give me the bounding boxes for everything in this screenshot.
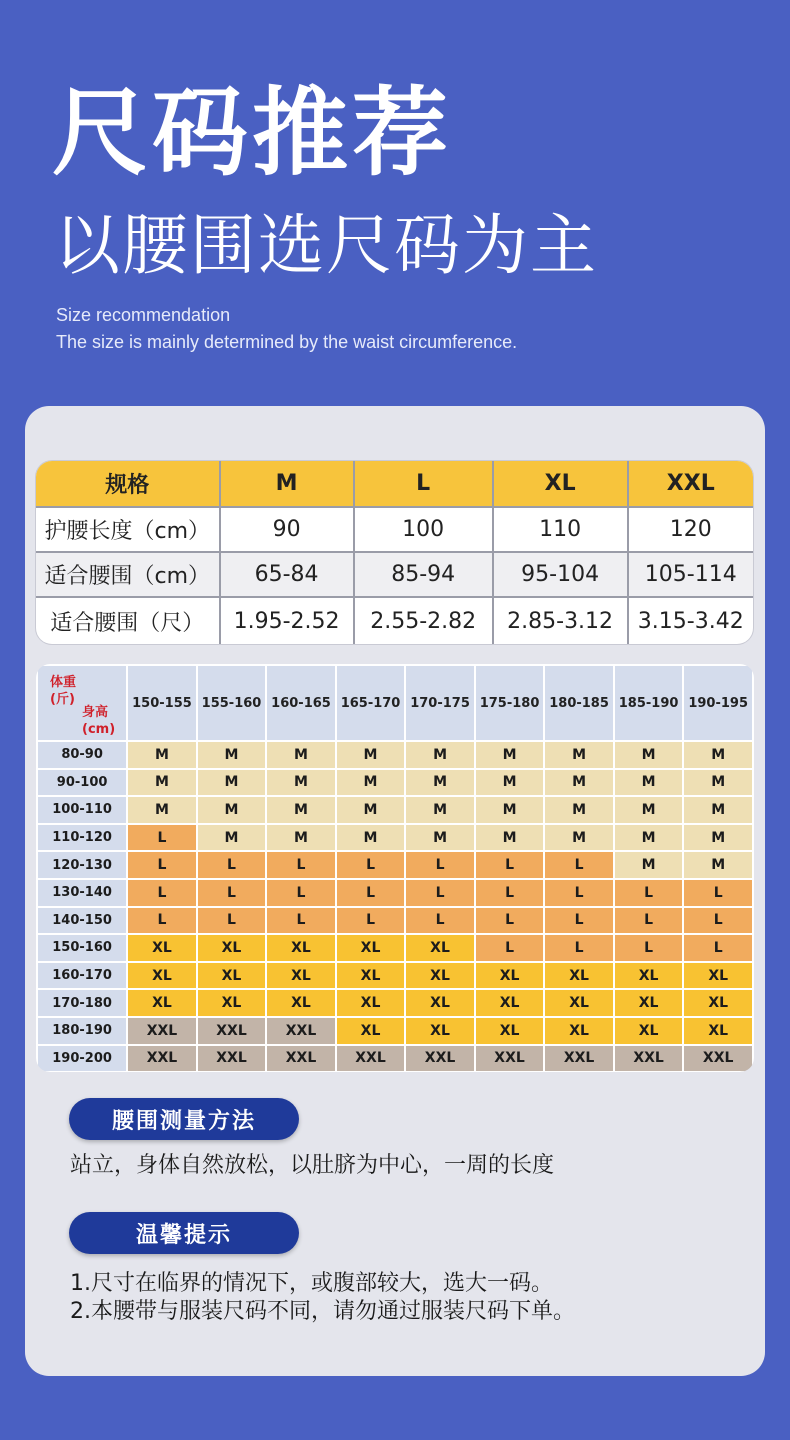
weight-range-label: 140-150 (37, 907, 127, 935)
size-cell: L (683, 934, 753, 962)
size-cell: L (405, 851, 475, 879)
page-title: 尺码推荐 (52, 77, 452, 189)
size-cell: XL (127, 934, 197, 962)
size-cell: L (405, 879, 475, 907)
height-range-header: 175-180 (475, 665, 545, 741)
size-cell: M (475, 741, 545, 769)
grid-row (37, 1017, 753, 1045)
size-cell: M (197, 824, 267, 852)
grid-row (37, 934, 753, 962)
size-cell: M (336, 796, 406, 824)
size-cell: L (405, 907, 475, 935)
spec-cell: 110 (493, 507, 628, 552)
size-cell: L (127, 851, 197, 879)
size-cell: XL (475, 962, 545, 990)
spec-header-cell: L (354, 461, 493, 507)
weight-range-label: 160-170 (37, 962, 127, 990)
height-range-header: 180-185 (544, 665, 614, 741)
size-cell: XL (127, 962, 197, 990)
spec-cell: 适合腰围（尺） (36, 597, 220, 644)
size-cell: XL (683, 1017, 753, 1045)
size-cell: L (683, 907, 753, 935)
size-cell: XL (197, 989, 267, 1017)
size-cell: L (475, 934, 545, 962)
size-cell: L (614, 907, 684, 935)
size-cell: L (544, 879, 614, 907)
weight-range-label: 100-110 (37, 796, 127, 824)
size-cell: XXL (197, 1017, 267, 1045)
size-cell: M (614, 741, 684, 769)
size-cell: XL (197, 962, 267, 990)
size-cell: XL (127, 989, 197, 1017)
spec-cell: 适合腰围（cm） (36, 552, 220, 597)
grid-row (37, 824, 753, 852)
size-cell: XL (614, 1017, 684, 1045)
size-cell: XL (405, 989, 475, 1017)
size-cell: L (266, 907, 336, 935)
weight-range-label: 120-130 (37, 851, 127, 879)
height-range-header: 170-175 (405, 665, 475, 741)
size-cell: XXL (266, 1045, 336, 1072)
tips-badge: 温馨提示 (69, 1212, 299, 1254)
spec-cell: 护腰长度（cm） (36, 507, 220, 552)
size-cell: XXL (336, 1045, 406, 1072)
size-grid (36, 664, 754, 1072)
size-cell: L (197, 879, 267, 907)
size-cell: XL (197, 934, 267, 962)
size-cell: M (544, 741, 614, 769)
spec-cell: 3.15-3.42 (628, 597, 754, 644)
spec-header-row (36, 461, 753, 507)
grid-row (37, 1045, 753, 1072)
size-cell: L (197, 907, 267, 935)
spec-cell: 120 (628, 507, 754, 552)
size-cell: XXL (405, 1045, 475, 1072)
spec-header-cell: XXL (628, 461, 754, 507)
size-cell: L (127, 907, 197, 935)
size-cell: M (683, 824, 753, 852)
size-cell: XL (544, 1017, 614, 1045)
size-cell: M (544, 824, 614, 852)
weight-range-label: 80-90 (37, 741, 127, 769)
size-cell: M (475, 796, 545, 824)
size-cell: L (127, 824, 197, 852)
size-cell: XL (544, 962, 614, 990)
size-cell: M (544, 796, 614, 824)
size-cell: M (127, 796, 197, 824)
spec-table (36, 461, 753, 644)
size-cell: L (683, 879, 753, 907)
size-cell: M (683, 769, 753, 797)
grid-row (37, 907, 753, 935)
weight-range-label: 170-180 (37, 989, 127, 1017)
size-cell: XXL (127, 1045, 197, 1072)
size-cell: L (475, 851, 545, 879)
height-range-header: 150-155 (127, 665, 197, 741)
grid-row (37, 989, 753, 1017)
size-cell: XL (336, 934, 406, 962)
size-cell: XL (266, 962, 336, 990)
size-cell: L (336, 879, 406, 907)
weight-range-label: 190-200 (37, 1045, 127, 1072)
size-cell: XL (683, 962, 753, 990)
spec-cell: 65-84 (220, 552, 354, 597)
weight-range-label: 90-100 (37, 769, 127, 797)
grid-row (37, 769, 753, 797)
size-cell: L (475, 907, 545, 935)
size-cell: M (197, 741, 267, 769)
size-cell: L (544, 934, 614, 962)
weight-range-label: 180-190 (37, 1017, 127, 1045)
grid-header-row (37, 665, 753, 741)
size-cell: XXL (197, 1045, 267, 1072)
size-cell: M (405, 796, 475, 824)
size-cell: L (475, 879, 545, 907)
size-cell: M (614, 796, 684, 824)
size-cell: L (544, 851, 614, 879)
size-cell: XL (266, 989, 336, 1017)
size-cell: XL (405, 962, 475, 990)
spec-row (36, 597, 753, 644)
tip-line-2: 2.本腰带与服装尺码不同，请勿通过服装尺码下单。 (70, 1299, 575, 1324)
size-cell: M (683, 796, 753, 824)
measure-method-text: 站立，身体自然放松，以肚脐为中心，一周的长度 (70, 1153, 555, 1178)
size-cell: XL (683, 989, 753, 1017)
size-cell: XL (405, 934, 475, 962)
size-cell: XL (336, 962, 406, 990)
size-cell: XL (614, 962, 684, 990)
grid-row (37, 796, 753, 824)
spec-cell: 2.55-2.82 (354, 597, 493, 644)
size-cell: XL (475, 989, 545, 1017)
spec-cell: 105-114 (628, 552, 754, 597)
size-cell: M (405, 769, 475, 797)
spec-cell: 95-104 (493, 552, 628, 597)
size-cell: XXL (544, 1045, 614, 1072)
size-cell: XL (405, 1017, 475, 1045)
size-cell: M (405, 824, 475, 852)
size-cell: M (197, 796, 267, 824)
spec-header-cell: 规格 (36, 461, 220, 507)
size-cell: XXL (127, 1017, 197, 1045)
weight-range-label: 110-120 (37, 824, 127, 852)
spec-cell: 100 (354, 507, 493, 552)
size-cell: XXL (614, 1045, 684, 1072)
size-card (25, 406, 765, 1376)
size-cell: L (336, 851, 406, 879)
page-subtitle: 以腰围选尺码为主 (54, 207, 598, 284)
spec-row (36, 507, 753, 552)
size-cell: M (197, 769, 267, 797)
spec-cell: 90 (220, 507, 354, 552)
height-axis-label: 身高 (cm) (82, 705, 116, 737)
spec-cell: 85-94 (354, 552, 493, 597)
size-cell: M (266, 824, 336, 852)
tip-line-1: 1.尺寸在临界的情况下，或腹部较大，选大一码。 (70, 1271, 553, 1296)
grid-corner (37, 665, 127, 741)
height-range-header: 165-170 (336, 665, 406, 741)
size-cell: M (336, 769, 406, 797)
grid-row (37, 879, 753, 907)
spec-header-cell: XL (493, 461, 628, 507)
size-cell: M (266, 769, 336, 797)
size-cell: M (475, 824, 545, 852)
size-cell: M (266, 796, 336, 824)
size-cell: XL (544, 989, 614, 1017)
height-range-header: 185-190 (614, 665, 684, 741)
size-cell: M (336, 824, 406, 852)
spec-cell: 1.95-2.52 (220, 597, 354, 644)
size-cell: L (266, 851, 336, 879)
size-cell: M (544, 769, 614, 797)
size-cell: M (405, 741, 475, 769)
size-cell: L (197, 851, 267, 879)
size-cell: L (544, 907, 614, 935)
size-cell: M (614, 769, 684, 797)
size-cell: XXL (266, 1017, 336, 1045)
measure-method-badge: 腰围测量方法 (69, 1098, 299, 1140)
size-cell: XL (336, 989, 406, 1017)
size-cell: M (683, 851, 753, 879)
weight-range-label: 130-140 (37, 879, 127, 907)
size-cell: M (266, 741, 336, 769)
english-subtitle: The size is mainly determined by the waist circumference. (56, 332, 518, 352)
size-cell: M (614, 851, 684, 879)
size-cell: M (127, 769, 197, 797)
weight-range-label: 150-160 (37, 934, 127, 962)
size-cell: M (127, 741, 197, 769)
spec-header-cell: M (220, 461, 354, 507)
size-cell: L (614, 879, 684, 907)
size-cell: L (266, 879, 336, 907)
size-cell: XL (266, 934, 336, 962)
grid-row (37, 741, 753, 769)
size-cell: M (475, 769, 545, 797)
weight-axis-label: 体重 (斤) (50, 675, 77, 707)
size-cell: M (336, 741, 406, 769)
height-range-header: 190-195 (683, 665, 753, 741)
size-cell: XXL (475, 1045, 545, 1072)
grid-row (37, 851, 753, 879)
size-cell: XL (336, 1017, 406, 1045)
height-range-header: 155-160 (197, 665, 267, 741)
size-cell: L (614, 934, 684, 962)
spec-row (36, 552, 753, 597)
size-cell: XL (475, 1017, 545, 1045)
size-cell: M (683, 741, 753, 769)
grid-row (37, 962, 753, 990)
size-cell: L (336, 907, 406, 935)
size-cell: XXL (683, 1045, 753, 1072)
size-cell: L (127, 879, 197, 907)
size-cell: M (614, 824, 684, 852)
size-cell: XL (614, 989, 684, 1017)
spec-cell: 2.85-3.12 (493, 597, 628, 644)
english-title: Size recommendation (56, 305, 231, 325)
height-range-header: 160-165 (266, 665, 336, 741)
